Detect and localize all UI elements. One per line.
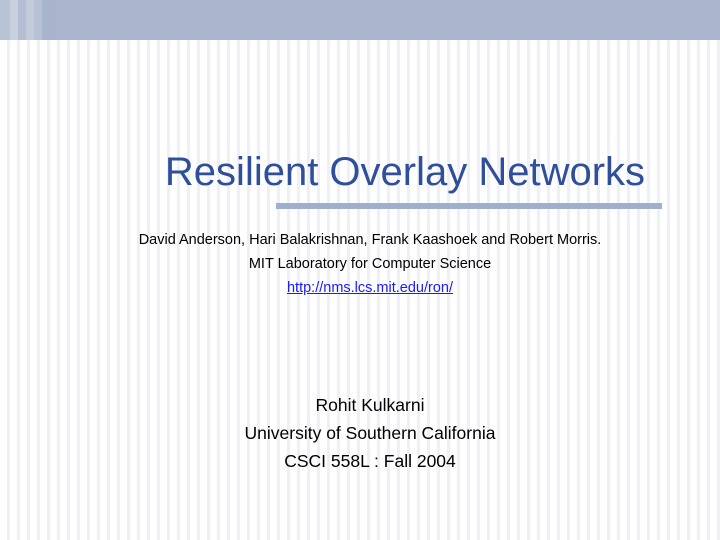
slide-title: Resilient Overlay Networks bbox=[164, 150, 646, 194]
top-banner bbox=[0, 0, 720, 40]
authors-line: David Anderson, Hari Balakrishnan, Frank Kaashoek and Robert Morris. bbox=[138, 232, 602, 248]
presenter-name: Rohit Kulkarni bbox=[315, 395, 425, 415]
url-line bbox=[0, 276, 720, 300]
course-info: CSCI 558L : Fall 2004 bbox=[284, 451, 456, 471]
authors-block bbox=[0, 228, 720, 300]
presenter-block bbox=[0, 391, 720, 475]
presenter-university: University of Southern California bbox=[244, 423, 496, 443]
project-url-link[interactable]: http://nms.lcs.mit.edu/ron/ bbox=[286, 280, 453, 296]
title-underline bbox=[276, 203, 662, 209]
affiliation-line: MIT Laboratory for Computer Science bbox=[248, 256, 492, 272]
